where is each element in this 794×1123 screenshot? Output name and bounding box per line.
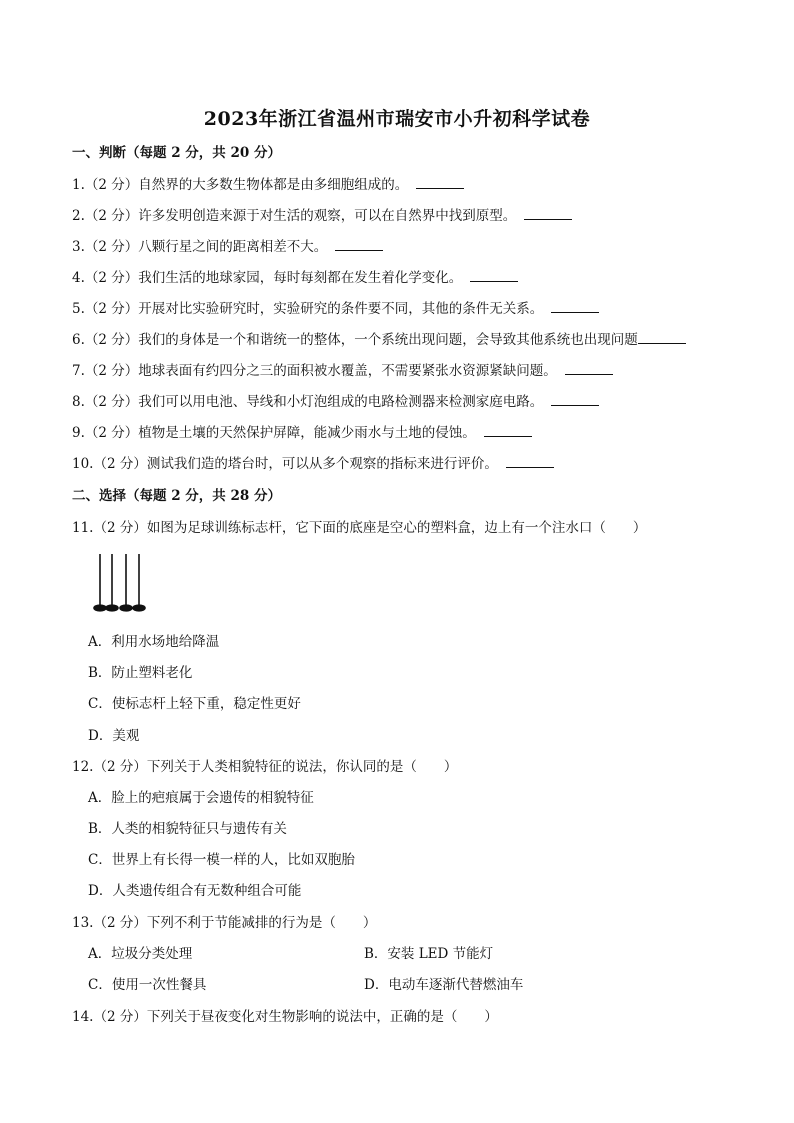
answer-blank-7[interactable] (565, 362, 613, 375)
q13-option-d[interactable]: D．电动车逐渐代替燃油车 (364, 977, 524, 993)
judge-item-2 (72, 207, 572, 225)
training-poles-figure (88, 552, 158, 612)
judge-text-8: 8.（2 分）我们可以用电池、导线和小灯泡组成的电路检测器来检测家庭电路。 (72, 394, 544, 410)
judge-text-4: 4.（2 分）我们生活的地球家园，每时每刻都在发生着化学变化。 (72, 270, 463, 286)
q11-option-b[interactable]: B．防止塑料老化 (88, 665, 193, 681)
answer-blank-8[interactable] (551, 393, 599, 406)
answer-blank-6[interactable] (638, 331, 686, 344)
judge-text-7: 7.（2 分）地球表面有约四分之三的面积被水覆盖，不需要紧张水资源紧缺问题。 (72, 363, 557, 379)
pole-base-1 (94, 605, 106, 611)
judge-item-7 (72, 362, 613, 380)
question-14-stem: 14.（2 分）下列关于昼夜变化对生物影响的说法中，正确的是（ ） (72, 1009, 498, 1025)
page-title: 2023年浙江省温州市瑞安市小升初科学试卷 (203, 108, 591, 130)
pole-base-4 (133, 605, 145, 611)
section-heading-judge: 一、判断（每题 2 分，共 20 分） (72, 145, 281, 161)
judge-text-1: 1.（2 分）自然界的大多数生物体都是由多细胞组成的。 (72, 177, 409, 193)
judge-item-1 (72, 176, 464, 194)
answer-blank-10[interactable] (506, 455, 554, 468)
judge-item-10 (72, 455, 554, 473)
answer-blank-2[interactable] (524, 207, 572, 220)
judge-text-3: 3.（2 分）八颗行星之间的距离相差不大。 (72, 239, 328, 255)
question-11-stem: 11.（2 分）如图为足球训练标志杆，它下面的底座是空心的塑料盒，边上有一个注水口（ ） (72, 520, 647, 536)
pole-base-3 (120, 605, 132, 611)
question-12-stem: 12.（2 分）下列关于人类相貌特征的说法，你认同的是（ ） (72, 759, 458, 775)
judge-text-6: 6.（2 分）我们的身体是一个和谐统一的整体，一个系统出现问题，会导致其他系统也出现问题 (72, 332, 638, 348)
q11-option-c[interactable]: C．使标志杆上轻下重，稳定性更好 (88, 696, 301, 712)
section-heading-choice: 二、选择（每题 2 分，共 28 分） (72, 488, 281, 504)
q12-option-a[interactable]: A．脸上的疤痕属于会遗传的相貌特征 (88, 790, 314, 806)
answer-blank-9[interactable] (484, 424, 532, 437)
judge-item-6 (72, 331, 686, 349)
judge-text-5: 5.（2 分）开展对比实验研究时，实验研究的条件要不同，其他的条件无关系。 (72, 301, 544, 317)
judge-item-8 (72, 393, 599, 411)
q13-option-a[interactable]: A．垃圾分类处理 (88, 946, 193, 962)
pole-base-2 (106, 605, 118, 611)
judge-item-9 (72, 424, 532, 442)
q12-option-d[interactable]: D．人类遗传组合有无数种组合可能 (88, 883, 302, 899)
q11-option-d[interactable]: D．美观 (88, 728, 140, 744)
q13-option-b[interactable]: B．安装 LED 节能灯 (364, 946, 494, 962)
answer-blank-5[interactable] (551, 300, 599, 313)
judge-item-5 (72, 300, 599, 318)
judge-text-2: 2.（2 分）许多发明创造来源于对生活的观察，可以在自然界中找到原型。 (72, 208, 517, 224)
judge-text-9: 9.（2 分）植物是土壤的天然保护屏障，能减少雨水与土地的侵蚀。 (72, 425, 476, 441)
answer-blank-4[interactable] (470, 269, 518, 282)
judge-item-4 (72, 269, 518, 287)
q12-option-c[interactable]: C．世界上有长得一模一样的人，比如双胞胎 (88, 852, 355, 868)
question-13-stem: 13.（2 分）下列不利于节能减排的行为是（ ） (72, 915, 377, 931)
answer-blank-1[interactable] (416, 176, 464, 189)
answer-blank-3[interactable] (335, 238, 383, 251)
q12-option-b[interactable]: B．人类的相貌特征只与遗传有关 (88, 821, 287, 837)
judge-text-10: 10.（2 分）测试我们造的塔台时，可以从多个观察的指标来进行评价。 (72, 456, 498, 472)
q13-option-c[interactable]: C．使用一次性餐具 (88, 977, 207, 993)
q11-option-a[interactable]: A．利用水场地给降温 (88, 634, 220, 650)
judge-item-3 (72, 238, 383, 256)
